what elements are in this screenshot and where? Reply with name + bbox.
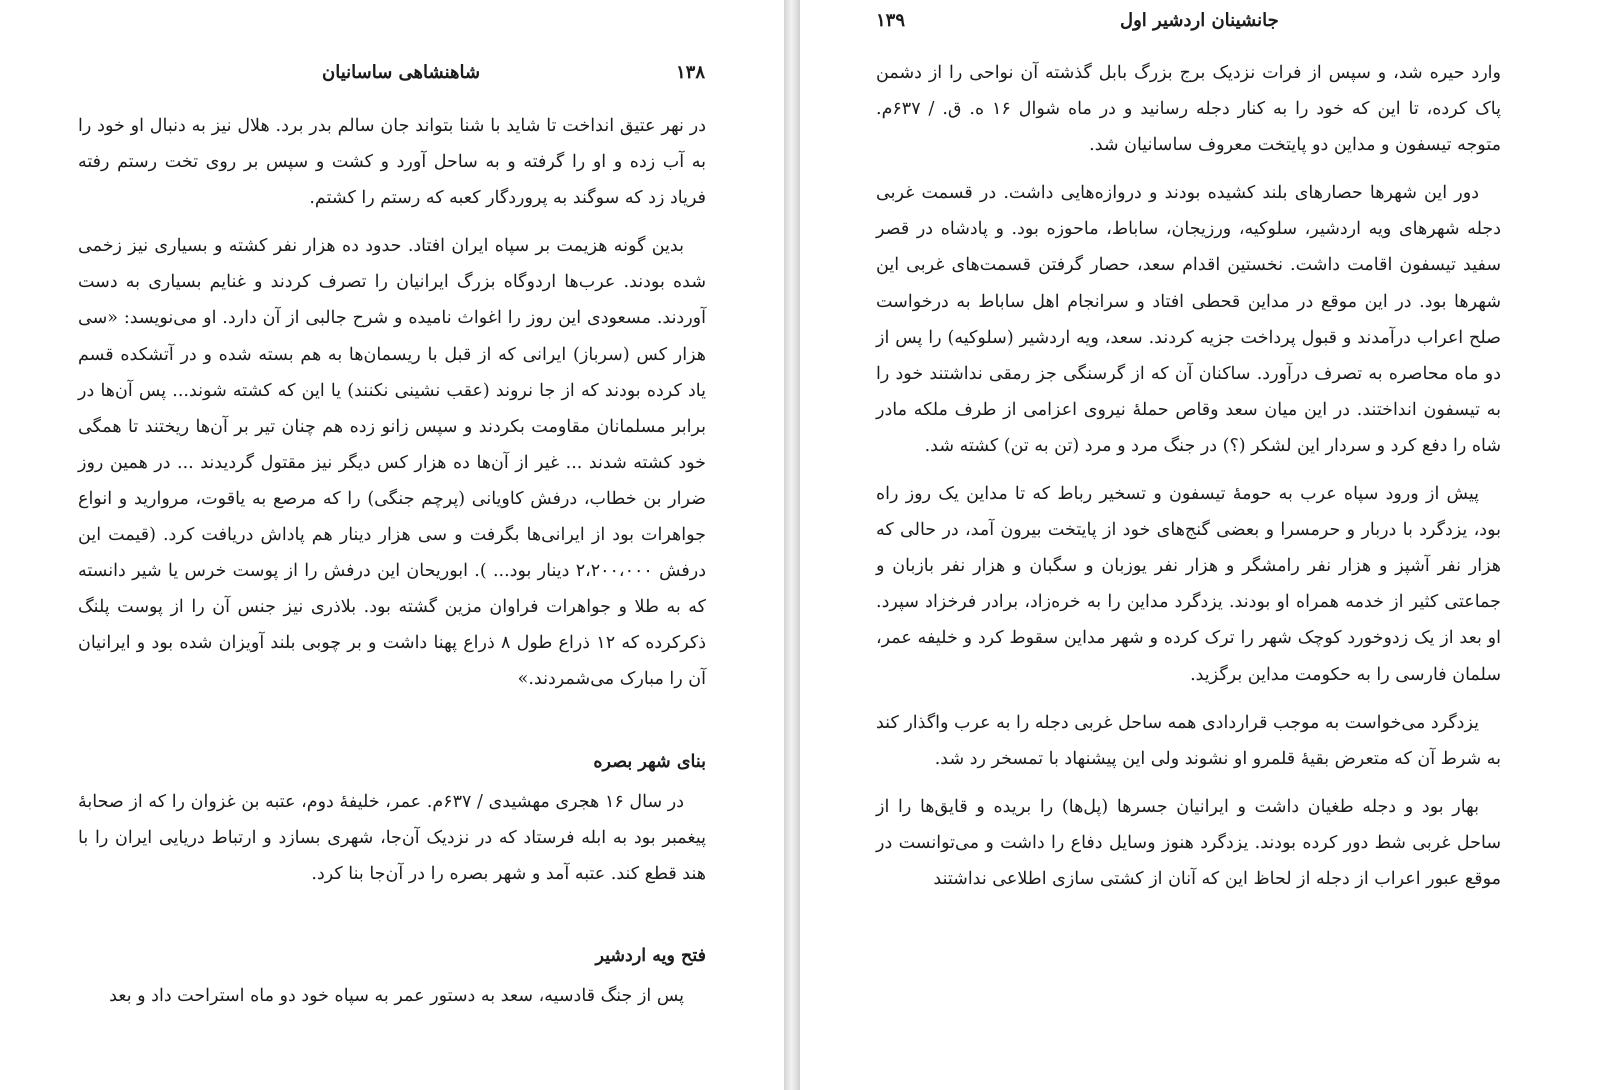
- paragraph: بدین گونه هزیمت بر سپاه ایران افتاد. حدود ده هزار نفر کشته و بسیاری نیز زخمی شده بودند. عرب‌ها اردوگاه بزرگ ایرانیان را تصرف کردند و غنایم بسیاری به دست آوردند. مسعودی این روز را اغواث نامیده و شرح جالبی از آن دارد. او می‌نویسد: «سی هزار کس (سرباز) ایرانی که از قبل با ریسمان‌ها به هم بسته شده و در آتشکده قسم یاد کرده بودند که از جا نروند (عقب نشینی نکنند) یا این که کشته شوند... پس آن‌ها در برابر مسلمانان مقاومت بکردند و سپس زانو زده هم چنان تیر بر آن‌ها ریختند تا همگی خود کشته شدند ... غیر از آن‌ها ده هزار کس دیگر نیز مقتول گردیدند ... در همین روز ضرار بن خطاب، درفش کاویانی (پرچم جنگی) را که مرصع به یاقوت، مروارید و انواع جواهرات بود از ایرانی‌ها بگرفت و سی هزار دینار هم پاداش دریافت کرد. (قیمت این درفش ۲،۲۰۰،۰۰۰ دینار بود... ). ابوریحان این درفش را از پوست خرس یا شیر دانسته که به طلا و جواهرات فراوان مزین گشته بود. بلاذری نیز جنس آن را از پوست پلنگ ذکرکرده که ۱۲ ذراع طول ۸ ذراع پهنا داشت و بر چوبی بلند آویزان شده بود و ایرانیان آن را مبارک می‌شمردند.»: [78, 236, 706, 690]
- page-number: ۱۳۹: [876, 10, 906, 31]
- paragraph: بهار بود و دجله طغیان داشت و ایرانیان جسرها (پل‌ها) را بریده و قایق‌ها را از ساحل غربی شط دور کرده بودند. یزدگرد هنوز وسایل دفاع را داشت و می‌توانست در موقع عبور اعراب از دجله از لحاظ این که آنان از کشتی سازی اطلاعی نداشتند: [876, 796, 1501, 889]
- paragraph: وارد حیره شد، و سپس از فرات نزدیک برج بزرگ بابل گذشته آن نواحی را از دشمن پاک کرده، تا این که خود را به کنار دجله رسانید و در ماه شوال ۱۶ ه. ق. / ۶۳۷م. متوجه تیسفون و مداین دو پایتخت معروف ساسانیان شد.: [876, 63, 1501, 156]
- section-heading: بنای شهر بصره: [593, 751, 706, 772]
- running-head: جانشینان اردشیر اول: [1120, 10, 1279, 31]
- left-page: [0, 0, 784, 1090]
- paragraph: در سال ۱۶ هجری مهشیدی / ۶۳۷م. عمر، خلیفهٔ دوم، عتبه بن غزوان را که از صحابهٔ پیغمبر بود به ابله فرستاد که در نزدیک آن‌جا، شهری بسازد و ارتباط دریایی ایران را با هند قطع کند. عتبه آمد و شهر بصره را در آن‌جا بنا کرد.: [78, 791, 706, 884]
- page-body: [78, 108, 706, 1014]
- book-gutter: [784, 0, 800, 1090]
- page-body: [876, 55, 1501, 897]
- paragraph: دور این شهرها حصارهای بلند کشیده بودند و دروازه‌هایی داشت. در قسمت غربی دجله شهرهای ویه اردشیر، سلوکیه، ورزیجان، ساباط، ماحوزه بود. و پادشاه در قصر سفید تیسفون اقامت داشت. نخستین اقدام سعد، حصار گرفتن قسمت‌های غربی این شهرها بود. در این موقع در مداین قحطی افتاد و سرانجام اهل ساباط به درخواست صلح اعراب درآمدند و قبول پرداخت جزیه کردند. سعد، ویه اردشیر (سلوکیه) را پس از دو ماه محاصره به تصرف درآورد. ساکنان آن که از گرسنگی جز رمقی نداشتند خود را به تیسفون انداختند. در این میان سعد وقاص حملهٔ نیروی اعزامی از طرف ملکه مادر شاه را دفع کرد و سردار این لشکر (؟) در جنگ مرد و مرد (تن به تن) کشته شد.: [876, 183, 1501, 456]
- right-page: [800, 0, 1598, 1090]
- paragraph: پس از جنگ قادسیه، سعد به دستور عمر به سپاه خود دو ماه استراحت داد و بعد: [109, 985, 684, 1006]
- section-heading: فتح ویه اردشیر: [595, 945, 706, 966]
- paragraph: پیش از ورود سپاه عرب به حومهٔ تیسفون و تسخیر رباط که تا مداین یک روز راه بود، یزدگرد با دربار و حرمسرا و بعضی گنج‌های خود از پایتخت بیرون آمد، در حالی که هزار نفر آشپز و هزار نفر رامشگر و هزار نفر یوزبان و سگبان و هزار نفر بازبان و جماعتی کثیر از خدمه همراه او بودند. یزدگرد مداین را به خره‌زاد، برادر فرخزاد سپرد. او بعد از یک زدوخورد کوچک شهر را ترک کرده و شهر مداین سقوط کرد و خلیفه عمر، سلمان فارسی را به حکومت مداین برگزید.: [876, 484, 1501, 685]
- paragraph: در نهر عتیق انداخت تا شاید با شنا بتواند جان سالم بدر برد. هلال نیز به دنبال او خود را به آب زده و او را گرفته و به ساحل آورد و کشت و سپس بر روی تخت رستم رفته فریاد زد که سوگند به پروردگار کعبه که رستم را کشتم.: [78, 116, 706, 209]
- paragraph: یزدگرد می‌خواست به موجب قراردادی همه ساحل غربی دجله را به عرب واگذار کند به شرط آن که متعرض بقیهٔ قلمرو او نشوند ولی این پیشنهاد با تمسخر رد شد.: [875, 712, 1501, 769]
- page-number: ۱۳۸: [676, 62, 706, 83]
- running-head: شاهنشاهی ساسانیان: [322, 62, 481, 83]
